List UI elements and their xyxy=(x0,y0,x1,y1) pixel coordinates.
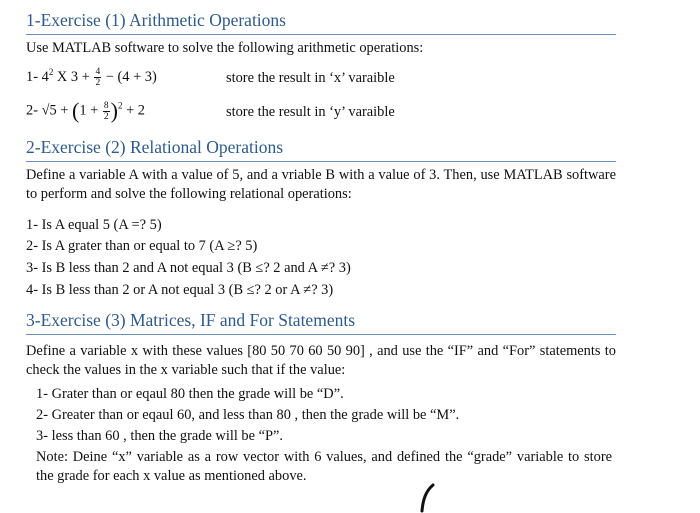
arith-expression-2 xyxy=(26,98,145,124)
section-2-intro-block xyxy=(26,166,616,204)
arith-2-num: 2- xyxy=(26,102,38,119)
section-1-intro-block xyxy=(26,39,616,58)
arith-2-rest: + 2 xyxy=(126,102,145,119)
section-3 xyxy=(26,310,616,335)
arith-1-frac-num: 4 xyxy=(95,67,101,77)
arith-2-exp: 2 xyxy=(117,100,123,111)
section-3-intro-block xyxy=(26,342,616,380)
pen-stroke-mark xyxy=(418,483,438,513)
arith-2-frac-den: 2 xyxy=(103,111,109,122)
arith-1-base: 4 xyxy=(41,68,49,85)
relational-item-2: 2- Is A grater than or equal to 7 (A ≥? 5) xyxy=(26,238,258,254)
grade-rule-1: 1- Grater than or eqaul 80 then the grade will be “D”. xyxy=(36,386,344,402)
arith-1-num: 1- xyxy=(26,68,38,85)
arith-2-frac-num: 8 xyxy=(103,100,109,111)
arith-1-store-text: store the result in ‘x’ varaible xyxy=(226,70,395,86)
arith-1-fraction xyxy=(94,67,101,88)
section-2-heading: 2-Exercise (2) Relational Operations xyxy=(26,137,616,162)
section-3-intro: Define a variable x with these values [80 50 70 60 50 90] , and use the “IF” and “For” statements to check the values in the x variable such that if the value: xyxy=(26,343,616,378)
section-1 xyxy=(26,10,616,35)
arith-2-rparen: ) xyxy=(110,98,118,123)
arith-1-exp: 2 xyxy=(48,67,54,78)
note-block xyxy=(36,448,612,486)
arith-2-one: 1 + xyxy=(79,102,99,119)
relational-item-4: 4- Is B less than 2 or A not equal 3 (B ≤? 2 or A ≠? 3) xyxy=(26,282,334,298)
arith-2-store-text: store the result in ‘y’ varaible xyxy=(226,104,395,120)
relational-item-3: 3- Is B less than 2 and A not equal 3 (B ≤? 2 and A ≠? 3) xyxy=(26,260,351,276)
relational-item-1: 1- Is A equal 5 (A =? 5) xyxy=(26,217,162,233)
section-1-intro: Use MATLAB software to solve the following arithmetic operations: xyxy=(26,40,424,56)
section-2 xyxy=(26,137,616,162)
section-1-heading: 1-Exercise (1) Arithmetic Operations xyxy=(26,10,616,35)
section-3-heading: 3-Exercise (3) Matrices, IF and For Statements xyxy=(26,310,616,335)
arith-2-root: √5 + xyxy=(41,102,69,119)
arith-2-fraction xyxy=(103,101,110,122)
arith-1-rest: − (4 + 3) xyxy=(105,68,157,85)
grade-rule-2: 2- Greater than or eqaul 60, and less than 80 , then the grade will be “M”. xyxy=(36,407,460,423)
section-2-intro: Define a variable A with a value of 5, and a vriable B with a value of 3. Then, use MATLAB software to perform and solve the following relational operations: xyxy=(26,167,616,202)
arith-1-frac-den: 2 xyxy=(95,78,101,88)
arith-expression-1 xyxy=(26,67,157,88)
arith-1-times: X 3 + xyxy=(56,68,90,85)
note-text: Note: Deine “x” variable as a row vector with 6 values, and defined the “grade” variable to store the grade for each x value as mentioned above. xyxy=(36,449,612,484)
arith-2-lparen: ( xyxy=(72,98,80,123)
grade-rule-3: 3- less than 60 , then the grade will be “P”. xyxy=(36,428,283,444)
